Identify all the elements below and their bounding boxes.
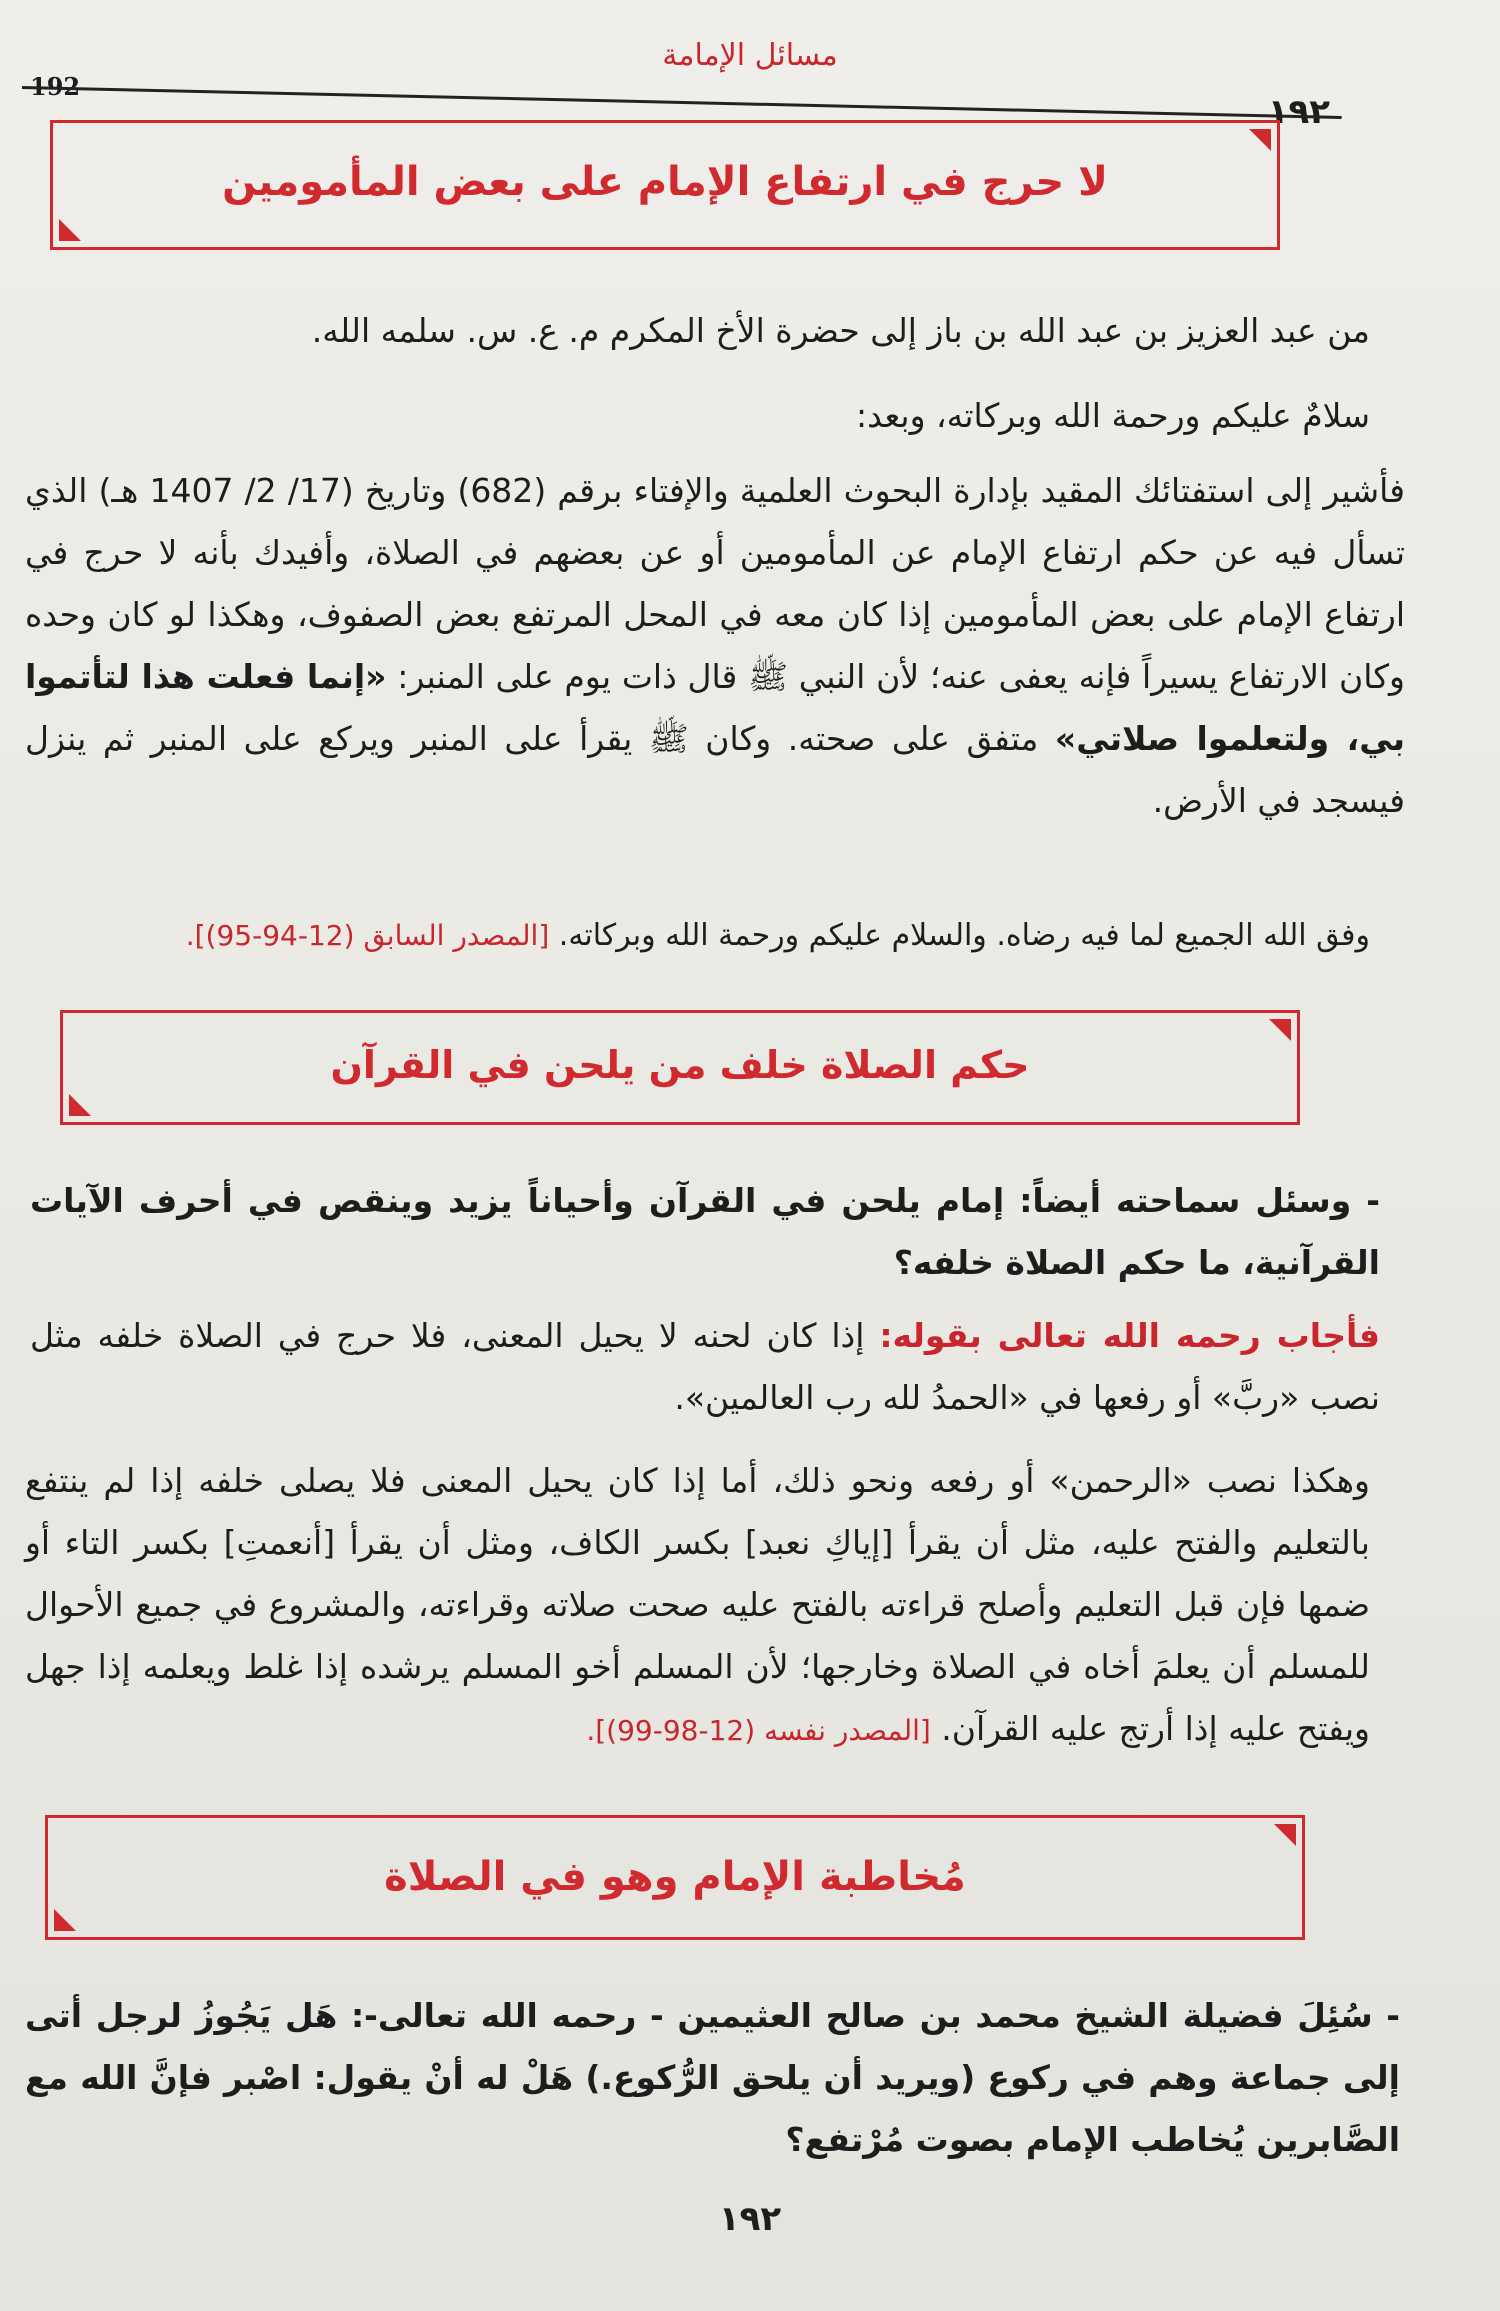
section2-answer [30,1305,1380,1429]
section2-question: - وسئل سماحته أيضاً: إمام يلحن في القرآن وأحياناً يزيد وينقص في أحرف الآيات القرآنية، ما حكم الصلاة خلفه؟ [30,1181,1380,1282]
header-rule [22,86,1342,119]
section2-answer-text: إذا كان لحنه لا يحيل المعنى، فلا حرج في الصلاة خلفه مثل نصب «ربَّ» أو رفعها في «الحمدُ لله رب العالمين». [30,1316,1380,1417]
section2-source: [المصدر نفسه (12-98-99)]. [586,1714,931,1747]
section2-title: حكم الصلاة خلف من يلحن في القرآن [330,1043,1030,1087]
section1-title: لا حرج في ارتفاع الإمام على بعض المأمومين [222,159,1108,205]
section2-heading-box [60,1010,1300,1125]
section2-paragraph-text: وهكذا نصب «الرحمن» أو رفعه ونحو ذلك، أما إذا كان يحيل المعنى فلا يصلى خلفه إذا لم ينتفع بالتعليم والفتح عليه، مثل أن يقرأ [إياكِ نعبد] بكسر الكاف، ومثل أن يقرأ [أنعمتِ] بكسر التاء أو ضمها فإن قبل التعليم وأصلح قراءته بالفتح عليه صحت صلاته وقراءته، والمشروع في جميع الأحوال للمسلم أن يعلمَ أخاه في الصلاة وخارجها؛ لأن المسلم أخو المسلم يرشده إذا غلط ويعلمه إذا جهل ويفتح عليه إذا أرتج عليه القرآن. [25,1461,1370,1748]
page-number-top: ١٩٢ [1267,92,1330,132]
section1-source: [المصدر السابق (12-94-95)]. [185,919,550,952]
corner-triangle-icon [1274,1824,1296,1846]
section1-closing-text: وفق الله الجميع لما فيه رضاه. والسلام عليكم ورحمة الله وبركاته. [558,918,1370,953]
section2-paragraph [25,1450,1370,1762]
section1-body-text: فأشير إلى استفتائك المقيد بإدارة البحوث العلمية والإفتاء برقم (682) وتاريخ (17/ 2/ 1407 هـ) الذي تسأل فيه عن حكم ارتفاع الإمام عن المأمومين أو عن بعضهم في الصلاة، وأفيدك بأنه لا حرج في ارتفاع الإمام على بعض المأمومين إذا كان معه في المحل المرتفع بعض الصفوف، وهكذا لو كان وحده وكان الارتفاع يسيراً فإنه يعفى عنه؛ لأن النبي ﷺ قال ذات يوم على المنبر: [25,471,1405,696]
corner-triangle-icon [1269,1019,1291,1041]
corner-triangle-icon [1249,129,1271,151]
section3-title: مُخاطبة الإمام وهو في الصلاة [384,1854,966,1900]
corner-triangle-icon [54,1909,76,1931]
section2-answer-lead: فأجاب رحمه الله تعالى بقوله: [879,1316,1380,1355]
section3-question: - سُئِلَ فضيلة الشيخ محمد بن صالح العثيمين - رحمه الله تعالى-: هَل يَجُوزُ لرجل أتى إلى جماعة وهم في ركوع (ويريد أن يلحق الرُّكوع.) هَلْ له أنْ يقول: اصْبر فإنَّ الله مع الصَّابرين يُخاطب الإمام بصوت مُرْتفع؟ [25,1996,1400,2159]
section1-greeting: سلامٌ عليكم ورحمة الله وبركاته، وبعد: [856,396,1370,435]
section3-heading-box [45,1815,1305,1940]
section1-closing [40,905,1370,967]
section1-sender-line: من عبد العزيز بن عبد الله بن باز إلى حضرة الأخ المكرم م. ع. س. سلمه الله. [311,311,1370,350]
page-number-bottom: ١٩٢ [718,2199,782,2239]
corner-triangle-icon [69,1094,91,1116]
running-title: مسائل الإمامة [662,38,838,73]
section1-body [25,460,1405,832]
hadith-quote: «إنما فعلت هذا لتأتموا بي، ولتعلموا صلاتي» [25,657,1405,758]
section1-body-tail: متفق على صحته. وكان ﷺ يقرأ على المنبر ويركع على المنبر ثم ينزل فيسجد في الأرض. [25,719,1405,820]
section1-heading-box [50,120,1280,250]
corner-triangle-icon [59,219,81,241]
page-number-latin: 192 [30,72,81,101]
